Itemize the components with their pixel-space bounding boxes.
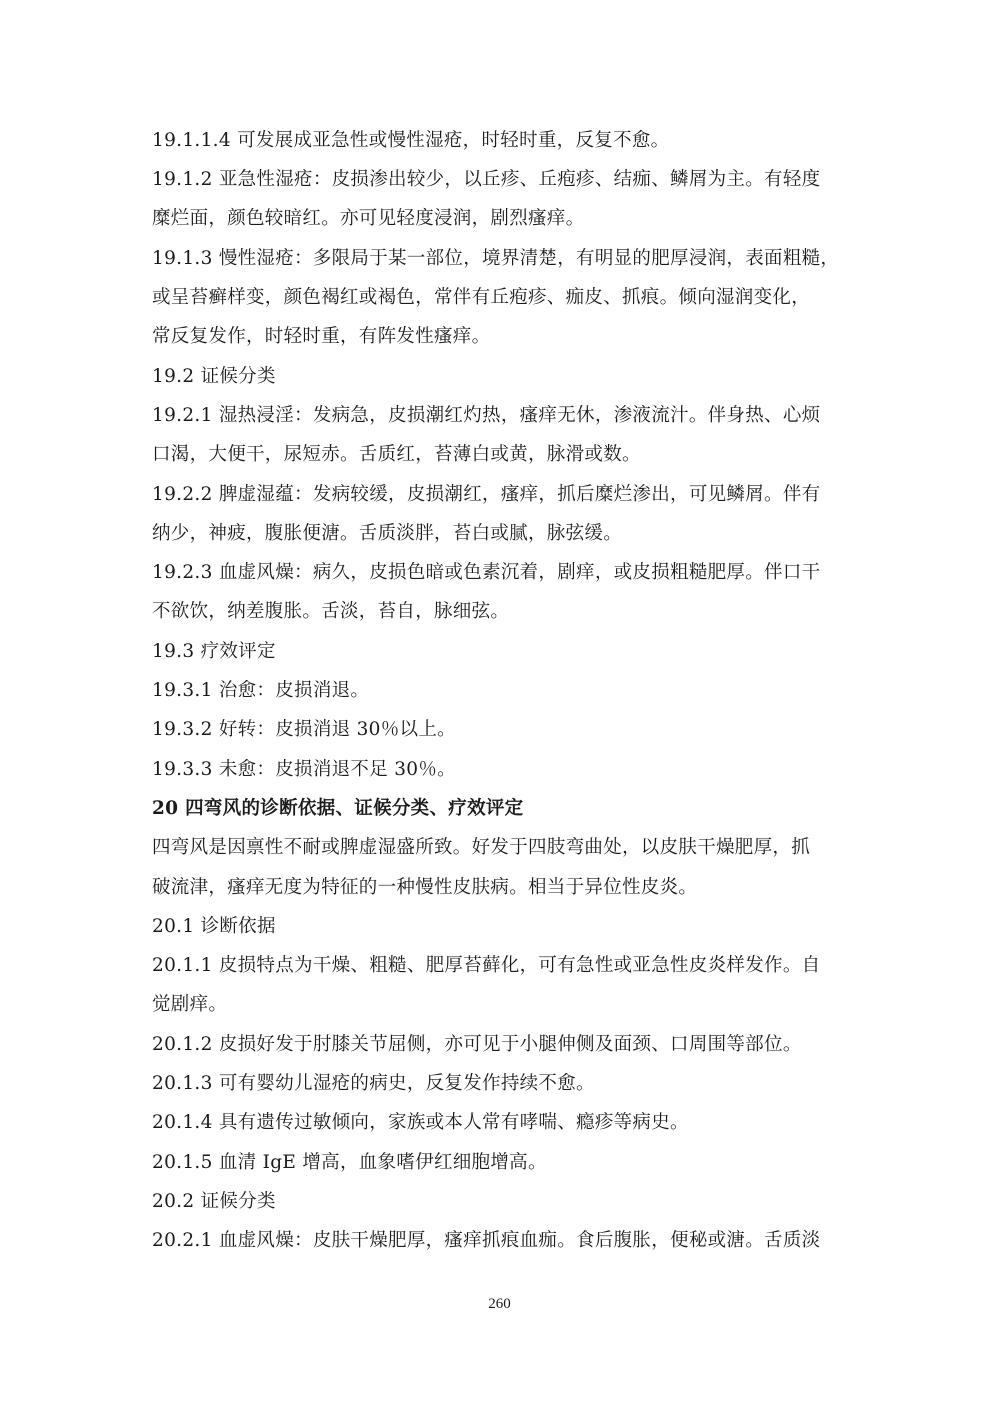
text-line: 19.1.3 慢性湿疮：多限局于某一部位，境界清楚，有明显的肥厚浸润，表面粗糙， xyxy=(152,248,840,269)
text-line: 或呈苔癣样变，颜色褐红或褐色，常伴有丘疱疹、痂皮、抓痕。倾向湿润变化， xyxy=(152,287,811,308)
text-line: 不欲饮，纳差腹胀。舌淡，苔自，脉细弦。 xyxy=(152,601,510,622)
text-line: 20.1.5 血清 IgE 增高，血象嗜伊红细胞增高。 xyxy=(152,1152,547,1173)
text-line: 觉剧痒。 xyxy=(152,994,228,1015)
text-line: 常反复发作，时轻时重，有阵发性瘙痒。 xyxy=(152,326,491,347)
text-line: 19.3.2 好转：皮损消退 30％以上。 xyxy=(152,719,456,740)
chapter-heading: 20 四弯风的诊断依据、证候分类、疗效评定 xyxy=(152,798,524,819)
text-line: 四弯风是因禀性不耐或脾虚湿盛所致。好发于四肢弯曲处，以皮肤干燥肥厚，抓 xyxy=(152,837,811,858)
text-line: 20.2.1 血虚风燥：皮肤干燥肥厚，瘙痒抓痕血痂。食后腹胀，便秘或溏。舌质淡 xyxy=(152,1230,821,1251)
section-heading: 20.1 诊断依据 xyxy=(152,916,276,937)
text-line: 19.1.2 亚急性湿疮：皮损渗出较少，以丘疹、丘疱疹、结痂、鳞屑为主。有轻度 xyxy=(152,169,821,190)
text-line: 20.1.4 具有遗传过敏倾向，家族或本人常有哮喘、瘾疹等病史。 xyxy=(152,1112,689,1133)
text-line: 口渴，大便干，尿短赤。舌质红，苔薄白或黄，脉滑或数。 xyxy=(152,444,641,465)
text-line: 纳少，神疲，腹胀便溏。舌质淡胖，苔白或腻，脉弦缓。 xyxy=(152,523,623,544)
text-line: 19.2.1 湿热浸淫：发病急，皮损潮红灼热，瘙痒无休，渗液流汁。伴身热、心烦 xyxy=(152,405,821,426)
text-line: 19.3.1 治愈：皮损消退。 xyxy=(152,680,370,701)
text-line: 糜烂面，颜色较暗红。亦可见轻度浸润，剧烈瘙痒。 xyxy=(152,208,585,229)
text-line: 破流津，瘙痒无度为特征的一种慢性皮肤病。相当于异位性皮炎。 xyxy=(152,877,698,898)
page-number: 260 xyxy=(488,1296,511,1312)
section-heading: 19.3 疗效评定 xyxy=(152,641,276,662)
text-line: 20.1.2 皮损好发于肘膝关节屈侧，亦可见于小腿伸侧及面颈、口周围等部位。 xyxy=(152,1034,802,1055)
section-heading: 19.2 证候分类 xyxy=(152,366,276,387)
text-line: 19.3.3 未愈：皮损消退不足 30％。 xyxy=(152,759,456,780)
section-heading: 20.2 证候分类 xyxy=(152,1191,276,1212)
text-line: 20.1.3 可有婴幼儿湿疮的病史，反复发作持续不愈。 xyxy=(152,1073,595,1094)
text-line: 19.2.2 脾虚湿蕴：发病较缓，皮损潮红，瘙痒，抓后糜烂渗出，可见鳞屑。伴有 xyxy=(152,484,821,505)
text-line: 20.1.1 皮损特点为干燥、粗糙、肥厚苔藓化，可有急性或亚急性皮炎样发作。自 xyxy=(152,955,821,976)
text-line: 19.2.3 血虚风燥：病久，皮损色暗或色素沉着，剧痒，或皮损粗糙肥厚。伴口干 xyxy=(152,562,821,583)
text-line: 19.1.1.4 可发展成亚急性或慢性湿疮，时轻时重，反复不愈。 xyxy=(152,130,670,151)
